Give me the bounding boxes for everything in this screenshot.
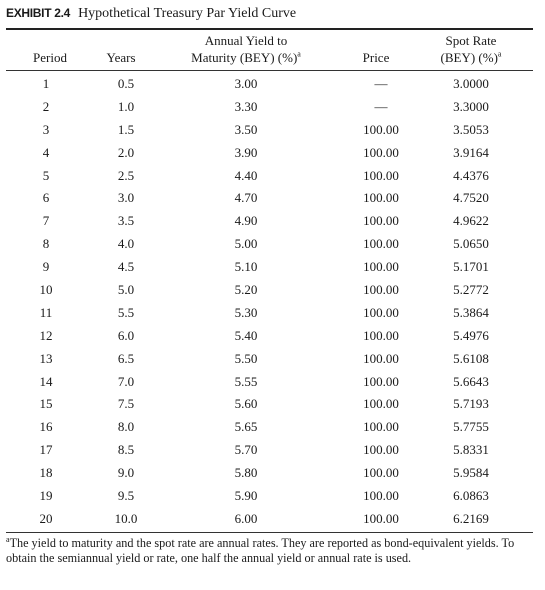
cell-spot: 5.9584 <box>453 465 489 481</box>
cell-years: 1.5 <box>117 121 135 137</box>
cell-yield: 4.90 <box>234 213 258 229</box>
table-row <box>6 484 533 507</box>
cell-yield: 5.40 <box>234 327 258 343</box>
table-row <box>6 118 533 141</box>
cell-spot: 5.8331 <box>453 442 489 458</box>
header-period: Period <box>33 50 67 65</box>
cell-spot: 3.0000 <box>453 76 489 91</box>
cell-period: 20 <box>39 510 53 526</box>
cell-price: 100.00 <box>363 190 399 206</box>
cell-spot: 6.2169 <box>453 510 489 526</box>
cell-years: 6.5 <box>117 350 135 366</box>
cell-price: 100.00 <box>363 304 399 320</box>
cell-period: 6 <box>42 190 50 206</box>
cell-period: 11 <box>39 304 53 320</box>
cell-yield: 4.70 <box>234 190 258 206</box>
cell-yield: 3.00 <box>234 76 258 91</box>
cell-years: 10.0 <box>114 510 138 526</box>
footnote-text: The yield to maturity and the spot rate are annual rates. They are reported as bond-equivalent yields. To obtain the semiannual yield or rate, one half the annual yield or annual rate is used. <box>6 536 515 565</box>
table-row <box>6 95 533 118</box>
cell-years: 1.0 <box>117 98 135 114</box>
cell-years: 5.5 <box>117 304 135 320</box>
cell-spot: 5.1701 <box>453 259 489 275</box>
cell-years: 7.5 <box>117 396 135 412</box>
cell-spot: 3.5053 <box>453 121 489 137</box>
table-row <box>6 186 533 209</box>
cell-spot: 3.3000 <box>453 98 489 114</box>
table-row <box>6 255 533 278</box>
table-header <box>6 31 533 69</box>
cell-spot: 5.2772 <box>453 282 489 298</box>
exhibit-caption: Hypothetical Treasury Par Yield Curve <box>78 6 297 21</box>
cell-spot: 5.3864 <box>453 304 489 320</box>
cell-price: 100.00 <box>363 442 399 458</box>
header-yield-line2 <box>171 49 321 66</box>
cell-period: 3 <box>42 121 50 137</box>
cell-yield: 5.30 <box>234 304 258 320</box>
table-row <box>6 301 533 324</box>
cell-years: 2.5 <box>117 167 135 183</box>
cell-yield: 5.10 <box>234 259 258 275</box>
cell-yield: 5.90 <box>234 488 258 504</box>
table-row <box>6 141 533 164</box>
cell-yield: 4.40 <box>234 167 258 183</box>
cell-years: 6.0 <box>117 327 135 343</box>
cell-years: 3.0 <box>117 190 135 206</box>
table-row <box>6 347 533 370</box>
cell-spot: 5.6108 <box>453 350 489 366</box>
cell-years: 3.5 <box>117 213 135 229</box>
cell-period: 19 <box>39 488 53 504</box>
cell-price: 100.00 <box>363 350 399 366</box>
cell-period: 18 <box>39 465 53 481</box>
cell-period: 2 <box>42 98 50 114</box>
cell-price: 100.00 <box>363 327 399 343</box>
top-rule <box>6 28 533 30</box>
header-yield-line2-text: Maturity (BEY) (%) <box>191 50 298 65</box>
table-row <box>6 370 533 393</box>
cell-price: 100.00 <box>363 167 399 183</box>
cell-price: 100.00 <box>363 259 399 275</box>
cell-price: 100.00 <box>363 121 399 137</box>
cell-years: 4.5 <box>117 259 135 275</box>
table-row <box>6 232 533 255</box>
cell-yield: 5.65 <box>234 419 258 435</box>
cell-yield: 5.50 <box>234 350 258 366</box>
cell-yield: 5.70 <box>234 442 258 458</box>
table-body <box>6 72 533 530</box>
cell-price: 100.00 <box>363 282 399 298</box>
table-row <box>6 507 533 530</box>
header-spot-line2 <box>421 49 521 66</box>
header-price: Price <box>362 50 390 65</box>
cell-price: 100.00 <box>363 465 399 481</box>
header-rule <box>6 70 533 71</box>
cell-price: 100.00 <box>363 236 399 252</box>
cell-period: 10 <box>39 282 53 298</box>
exhibit-title <box>6 6 296 22</box>
table-row <box>6 461 533 484</box>
cell-years: 4.0 <box>117 236 135 252</box>
cell-spot: 5.7755 <box>453 419 489 435</box>
cell-period: 4 <box>42 144 50 160</box>
exhibit-label: EXHIBIT 2.4 <box>6 6 71 20</box>
cell-period: 13 <box>39 350 53 366</box>
table-row <box>6 72 533 95</box>
cell-period: 15 <box>39 396 53 412</box>
cell-price: 100.00 <box>363 144 399 160</box>
cell-price: 100.00 <box>363 510 399 526</box>
footnote-marker: a <box>6 534 10 544</box>
cell-spot: 5.6643 <box>453 373 489 389</box>
cell-price: — <box>374 98 388 114</box>
cell-spot: 3.9164 <box>453 144 489 160</box>
cell-spot: 4.9622 <box>453 213 489 229</box>
cell-period: 14 <box>39 373 53 389</box>
cell-price: 100.00 <box>363 213 399 229</box>
table-row <box>6 209 533 232</box>
cell-yield: 5.60 <box>234 396 258 412</box>
table-row <box>6 164 533 187</box>
cell-years: 2.0 <box>117 144 135 160</box>
header-spot <box>421 32 521 66</box>
footnote <box>6 536 533 566</box>
cell-years: 8.0 <box>117 419 135 435</box>
table-row <box>6 324 533 347</box>
cell-spot: 5.0650 <box>453 236 489 252</box>
cell-period: 16 <box>39 419 53 435</box>
cell-period: 5 <box>42 167 50 183</box>
cell-price: 100.00 <box>363 373 399 389</box>
header-yield <box>171 32 321 66</box>
cell-spot: 6.0863 <box>453 488 489 504</box>
cell-years: 8.5 <box>117 442 135 458</box>
cell-spot: 4.4376 <box>453 167 489 183</box>
cell-yield: 5.00 <box>234 236 258 252</box>
cell-period: 9 <box>42 259 50 275</box>
header-yield-line1: Annual Yield to <box>204 33 288 48</box>
cell-period: 12 <box>39 327 53 343</box>
table-row <box>6 438 533 461</box>
cell-years: 9.5 <box>117 488 135 504</box>
cell-yield: 6.00 <box>234 510 258 526</box>
table-row <box>6 278 533 301</box>
cell-period: 17 <box>39 442 53 458</box>
table-row <box>6 392 533 415</box>
cell-price: 100.00 <box>363 396 399 412</box>
cell-price: 100.00 <box>363 419 399 435</box>
cell-price: — <box>374 76 388 91</box>
bottom-rule <box>6 532 533 533</box>
cell-yield: 5.55 <box>234 373 258 389</box>
cell-period: 1 <box>42 76 50 91</box>
cell-years: 7.0 <box>117 373 135 389</box>
cell-price: 100.00 <box>363 488 399 504</box>
header-years: Years <box>106 50 136 65</box>
cell-yield: 3.90 <box>234 144 258 160</box>
cell-period: 8 <box>42 236 50 252</box>
cell-yield: 3.50 <box>234 121 258 137</box>
cell-years: 0.5 <box>117 76 135 91</box>
header-spot-line2-text: (BEY) (%) <box>440 50 498 65</box>
cell-period: 7 <box>42 213 50 229</box>
cell-yield: 5.20 <box>234 282 258 298</box>
cell-spot: 4.7520 <box>453 190 489 206</box>
cell-spot: 5.7193 <box>453 396 489 412</box>
cell-years: 5.0 <box>117 282 135 298</box>
cell-years: 9.0 <box>117 465 135 481</box>
cell-yield: 3.30 <box>234 98 258 114</box>
cell-yield: 5.80 <box>234 465 258 481</box>
header-spot-line1: Spot Rate <box>445 33 497 48</box>
table-row <box>6 415 533 438</box>
header-yield-footnote-marker: a <box>297 49 301 59</box>
header-spot-footnote-marker: a <box>497 49 502 59</box>
cell-spot: 5.4976 <box>453 327 489 343</box>
